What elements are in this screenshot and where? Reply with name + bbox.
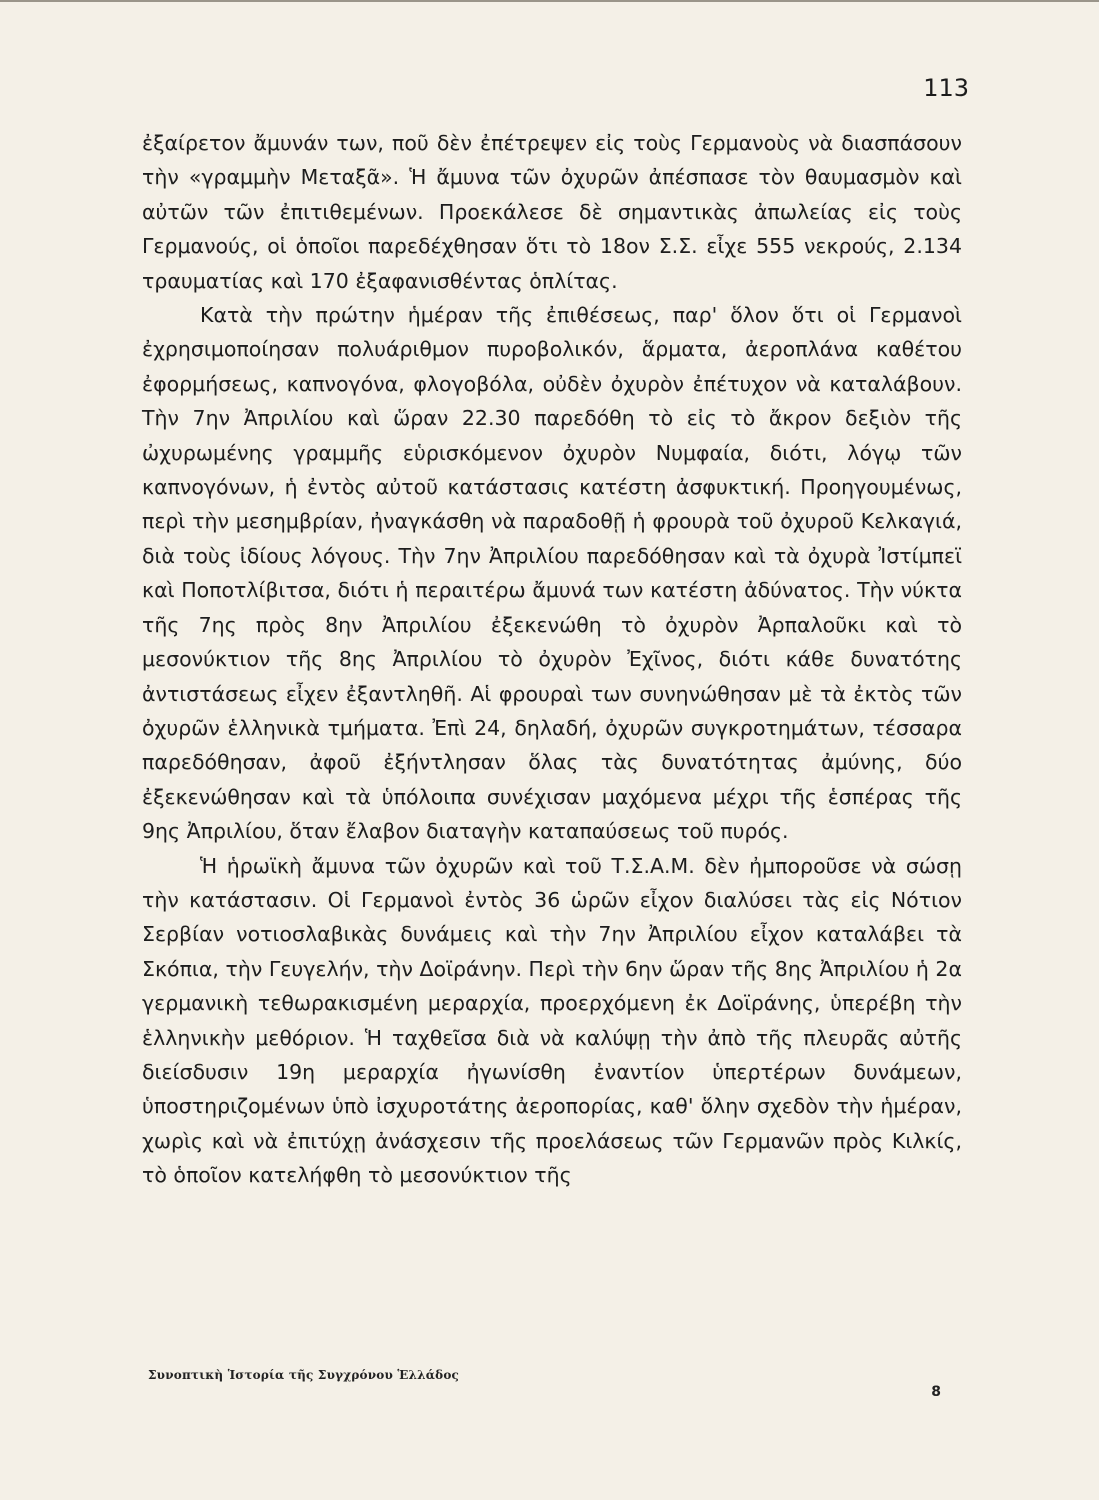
paragraph-2: Κατὰ τὴν πρώτην ἡμέραν τῆς ἐπιθέσεως, παρ' ὅλον ὅτι οἱ Γερμανοὶ ἐχρησιμοποίησαν πολυάριθμον πυροβολικόν, ἅρματα, ἀεροπλάνα καθέτου ἐφορμήσεως, καπνογόνα, φλογοβόλα, οὐδὲν ὀχυρὸν ἐπέτυχον νὰ καταλάβουν. Τὴν 7ην Ἀπριλίου καὶ ὥραν 22.30 παρεδόθη τὸ εἰς τὸ ἄκρον δεξιὸν τῆς ὠχυρωμένης γραμμῆς εὑρισκόμενον ὀχυρὸν Νυμφαία, διότι, λόγῳ τῶν καπνογόνων, ἡ ἐντὸς αὐτοῦ κατάστασις κατέστη ἀσφυκτική. Προηγουμένως, περὶ τὴν μεσημβρίαν, ἠναγκάσθη νὰ παραδοθῇ ἡ φρουρὰ τοῦ ὀχυροῦ Κελκαγιά, διὰ τοὺς ἰδίους λόγους. Τὴν 7ην Ἀπριλίου παρεδόθησαν καὶ τὰ ὀχυρὰ Ἰστίμπεϊ καὶ Ποποτλίβιτσα, διότι ἡ περαιτέρω ἄμυνά των κατέστη ἀδύνατος. Τὴν νύκτα τῆς 7ης πρὸς 8ην Ἀπριλίου ἐξεκενώθη τὸ ὀχυρὸν Ἀρπαλοῦκι καὶ τὸ μεσονύκτιον τῆς 8ης Ἀπριλίου τὸ ὀχυρὸν Ἐχῖνος, διότι κάθε δυνατότης ἀντιστάσεως εἶχεν ἐξαντληθῆ. Αἱ φρουραὶ των συνηνώθησαν μὲ τὰ ἐκτὸς τῶν ὀχυρῶν ἑλληνικὰ τμήματα. Ἐπὶ 24, δηλαδή, ὀχυρῶν συγκροτημάτων, τέσσαρα παρεδόθησαν, ἀφοῦ ἐξήντλησαν ὅλας τὰς δυνατότητας ἀμύνης, δύο ἐξεκενώθησαν καὶ τὰ ὑπόλοιπα συνέχισαν μαχόμενα μέχρι τῆς ἑσπέρας τῆς 9ης Ἀπριλίου, ὅταν ἔλαβον διαταγὴν καταπαύσεως τοῦ πυρός. — [142, 303, 962, 844]
paragraph-1: ἐξαίρετον ἄμυνάν των, ποῦ δὲν ἐπέτρεψεν εἰς τοὺς Γερμανοὺς νὰ διασπάσουν τὴν «γραμμὴν Μεταξᾶ». Ἡ ἄμυνα τῶν ὀχυρῶν ἀπέσπασε τὸν θαυμασμὸν καὶ αὐτῶν τῶν ἐπιτιθεμένων. Προεκάλεσε δὲ σημαντικὰς ἀπωλείας εἰς τοὺς Γερμανούς, οἱ ὁποῖοι παρεδέχθησαν ὅτι τὸ 18ον Σ.Σ. εἶχε 555 νεκρούς, 2.134 τραυματίας καὶ 170 ἐξαφανισθέντας ὁπλίτας. — [142, 131, 962, 293]
signature-mark: 8 — [931, 1384, 941, 1400]
body-text — [142, 126, 962, 1193]
paragraph-3: Ἡ ἡρωϊκὴ ἄμυνα τῶν ὀχυρῶν καὶ τοῦ Τ.Σ.Α.Μ. δὲν ἠμποροῦσε νὰ σώσῃ τὴν κατάστασιν. Οἱ Γερμανοὶ ἐντὸς 36 ὡρῶν εἶχον διαλύσει τὰς εἰς Νότιον Σερβίαν νοτιοσλαβικὰς δυνάμεις καὶ τὴν 7ην Ἀπριλίου εἶχον καταλάβει τὰ Σκόπια, τὴν Γευγελήν, τὴν Δοϊράνην. Περὶ τὴν 6ην ὥραν τῆς 8ης Ἀπριλίου ἡ 2α γερμανικὴ τεθωρακισμένη μεραρχία, προερχόμενη ἐκ Δοϊράνης, ὑπερέβη τὴν ἑλληνικὴν μεθόριον. Ἡ ταχθεῖσα διὰ νὰ καλύψῃ τὴν ἀπὸ τῆς πλευρᾶς αὐτῆς διείσδυσιν 19η μεραρχία ἠγωνίσθη ἐναντίον ὑπερτέρων δυνάμεων, ὑποστηριζομένων ὑπὸ ἰσχυροτάτης ἀεροπορίας, καθ' ὅλην σχεδὸν τὴν ἡμέραν, χωρὶς καὶ νὰ ἐπιτύχῃ ἀνάσχεσιν τῆς προελάσεως τῶν Γερμανῶν πρὸς Κιλκίς, τὸ ὁποῖον κατελήφθη τὸ μεσονύκτιον τῆς — [142, 853, 962, 1188]
footer-book-title: Συνοπτικὴ Ἱστορία τῆς Συγχρόνου Ἑλλάδος — [148, 1368, 460, 1382]
page-number: 113 — [923, 74, 969, 102]
